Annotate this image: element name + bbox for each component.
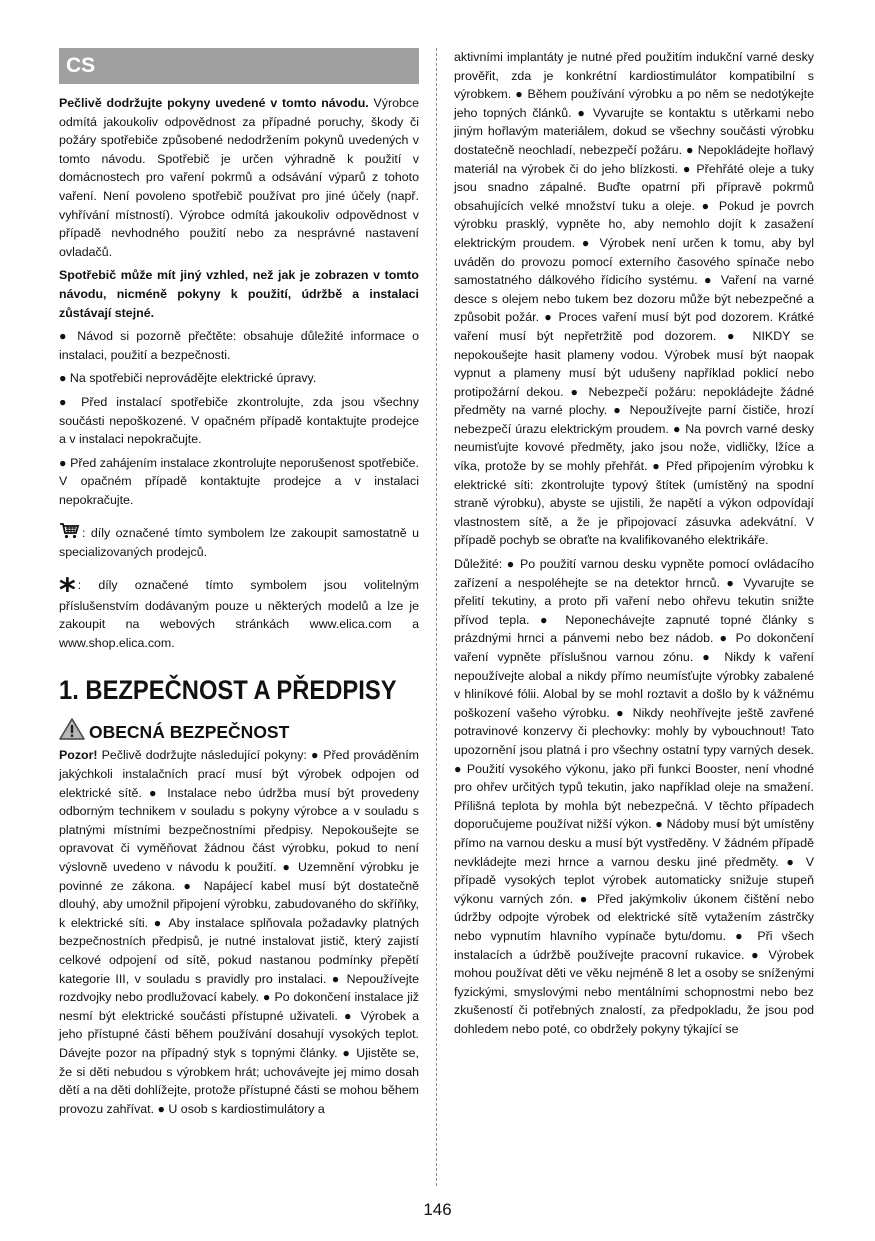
- cart-note-text: : díly označené tímto symbolem lze zakoupit samostatně u specializovaných prodejců.: [59, 526, 419, 560]
- column-divider: [436, 48, 437, 1186]
- bullet-no-electrical-modifications: ● Na spotřebiči neprovádějte elektrické úpravy.: [59, 371, 317, 386]
- elica-link[interactable]: www.elica.com: [309, 617, 392, 632]
- shopping-cart-icon: [59, 523, 80, 539]
- bullet-check-parts: ● Před instalací spotřebiče zkontrolujte, zda jsou všechny součásti nepoškozené. V opačném případě kontaktujte prodejce a v instalaci nepokračujte.: [59, 394, 419, 447]
- star-note-text-1: : díly označené tímto symbolem jsou volitelným příslušenstvím dodávaným pouze u některých modelů a lze je zakoupit na webových stránkách: [59, 577, 419, 632]
- safety-bold: Pozor!: [59, 748, 98, 763]
- left-column: [59, 48, 419, 1123]
- safety-continued-paragraph: aktivními implantáty je nutné před použitím indukční varné desky prověřit, zda je konkrétní kardiostimulátor kompatibilní s výrobkem. ● Během používání výrobku a po něm se nedotýkejte jeho topných článků. ● Vyvarujte se kontaktu s utěrkami nebo jiným hořlavým materiálem, dokud se všechny součásti výrobku dostatečně neochladí, nebezpečí požáru. ● Nepokládejte hořlavý materiál na výrobek či do jeho blízkosti. ● Přehřáté oleje a tuky jsou snadno zápalné. Buďte opatrní při přípravě pokrmů obsahujících velké množství tuku a oleje. ● Pokud je povrch výrobku prasklý, vypněte ho, aby nemohlo dojít k zasažení elektrickým proudem. ● Výrobek není určen k tomu, aby byl uváděn do provozu pomocí externího časového spínače nebo samostatného dálkového řídicího systému. ● Vaření na varné desce s olejem nebo tukem bez dozoru může být nebezpečné a způsobit požár. ● Proces vaření musí být pod dozorem. Krátké vaření musí být nepřetržitě pod dozorem. ● NIKDY se nepokoušejte hasit plameny vodou. Výrobek musí být naopak vypnut a plameny musí být udušeny například poklicí nebo protipožární dekou. ● Nebezpečí požáru: nepokládejte žádné předměty na varné plochy. ● Nepoužívejte parní čističe, hrozí nebezpečí úrazu elektrickým proudem. ● Na povrch varné desky neumisťujte kovové předměty, jako jsou nože, vidličky, lžíce a víka, protože by se mohly přehřát. ● Před připojením výrobku k elektrické síti: zkontrolujte typový štítek (umístěný na spodní straně výrobku), abyste se ujistili, že napětí a výkon odpovídají vlastnostem sítě, a že je připojovací zásuvka adekvátní. V případě pochyb se obraťte na kvalifikovaného elektrikáře.: [454, 50, 814, 548]
- appearance-note: [59, 266, 419, 322]
- subsection-title-row: [59, 718, 419, 744]
- language-header: CS: [59, 48, 419, 84]
- subsection-title: OBECNÁ BEZPEČNOST: [89, 722, 290, 743]
- warning-triangle-icon: [59, 718, 85, 740]
- asterisk-icon: *: [59, 570, 76, 609]
- elica-shop-link[interactable]: www.shop.elica.com: [59, 635, 172, 650]
- star-note-text-3: .: [171, 635, 175, 650]
- intro-text: Výrobce odmítá jakoukoliv odpovědnost za případné poruchy, škody či požáry spotřebiče způsobené nedodržením pokynů uvedených v tomto návodu. Spotřebič je určen výhradně k použití v domácnostech pro vaření pokrmů a odsávání výparů z tohoto vaření. Není povoleno spotřebič používat pro jiné účely (např. vyhřívání místností). Výrobce odmítá jakoukoliv odpovědnost v případě nevhodného použití nebo za nesprávné nastavení ovladačů.: [59, 96, 419, 259]
- bullet-check-integrity: ● Před zahájením instalace zkontrolujte neporušenost spotřebiče. V opačném případě kontaktujte prodejce a v instalaci nepokračujte.: [59, 455, 419, 507]
- safety-text: Pečlivě dodržujte následující pokyny: ● Před prováděním jakýchkoli instalačních prací musí být výrobek odpojen od elektrické sítě. ● Instalace nebo údržba musí být provedeny odborným technikem v souladu s pokyny výrobce a v souladu s platnými místními bezpečnostními předpisy. Nepokoušejte se opravovat či vyměňovat žádnou část výrobku, pokud to není výslovně uvedeno v návodu k použití. ● Uzemnění výrobku je povinné ze zákona. ● Napájecí kabel musí být dostatečně dlouhý, aby umožnil připojení výrobku, zabudovaného do skříňky, k elektrické síti. ● Aby instalace splňovala požadavky platných bezpečnostních předpisů, je nutné instalovat jistič, který zajistí celkové odpojení od sítě, pokud nastanou podmínky přepětí kategorie III, v souladu s pravidly pro instalaci. ● Nepoužívejte rozdvojky nebo prodlužovací kabely. ● Po dokončení instalace již nesmí být elektrické součásti přístupné uživateli. ● Výrobek a jeho přístupné části během používání dosahují vysokých teplot. Dávejte pozor na případný styk s topnými články. ● Ujistěte se, že si děti nebudou s výrobkem hrát; uchovávejte jej mimo dosah dětí a na děti dohlížejte, protože přístupné části se mohou během provozu zahřívat. ● U osob s kardiostimulátory a: [59, 748, 419, 1116]
- cart-symbol-note: [59, 523, 419, 561]
- star-note-text-2: a: [391, 617, 419, 632]
- general-safety-paragraph: [59, 746, 419, 1118]
- page-number: 146: [423, 1200, 452, 1219]
- section-title: 1. BEZPEČNOST A PŘEDPISY: [59, 675, 397, 706]
- appearance-bold: Spotřebič může mít jiný vzhled, než jak je zobrazen v tomto návodu, nicméně pokyny k použití, údržbě a instalaci zůstávají stejné.: [59, 268, 419, 320]
- bullet-read-manual: ● Návod si pozorně přečtěte: obsahuje důležité informace o instalaci, použití a bezpečnosti.: [59, 329, 419, 362]
- intro-bold: Pečlivě dodržujte pokyny uvedené v tomto návodu.: [59, 96, 369, 110]
- star-symbol-note: [59, 570, 419, 653]
- intro-paragraph: [59, 94, 419, 261]
- right-column: [454, 48, 814, 1043]
- important-paragraph: Důležité: ● Po použití varnou desku vypněte pomocí ovládacího zařízení a nespoléhejte se na detektor hrnců. ● Vyvarujte se přelití tekutiny, a proto při vaření nebo ohřevu tekutin snižte přívod tepla. ● Neponechávejte zapnuté topné články s prázdnými hrnci a pánvemi nebo bez nádob. ● Po dokončení vaření vypněte příslušnou varnou zónu. ● Nikdy k vaření nepoužívejte alobal a nikdy přímo neumísťujte výrobky zabalené v hliníkové fólii. Alobal by se mohl roztavit a došlo by k vážnému poškození vašeho výrobku. ● Nikdy neohřívejte ještě zavřené potravinové konzervy či plechovky: mohly by vybouchnout! Tato upozornění jsou platná i pro všechny ostatní typy varných desek. ● Použití vysokého výkonu, jako při funkci Booster, není vhodné pro ohřev určitých typů tekutin, jako například oleje na smažení. Přílišná teplota by mohla být nebezpečná. V těchto případech doporučujeme používat nižší výkon. ● Nádoby musí být umístěny přímo na varnou desku a musí být vystředěny. V žádném případě nevkládejte mezi hrnce a varnou desku jiné předměty. ● V případě vysokých teplot výrobek automaticky snižuje stupeň výkonu varných zón. ● Před jakýmkoliv úkonem čištění nebo údržby odpojte výrobek od elektrické sítě vytažením zástrčky nebo vypnutím hlavního vypínače bytu/domu. ● Při všech instalacích a údržbě používejte pracovní rukavice. ● Výrobek mohou používat děti ve věku nejméně 8 let a osoby se sníženými fyzickými, smyslovými nebo mentálními schopnostmi nebo bez zkušeností či potřebných znalostí, za předpokladu, že jsou pod dohledem nebo poté, co obdržely pokyny týkající se: [454, 557, 814, 1036]
